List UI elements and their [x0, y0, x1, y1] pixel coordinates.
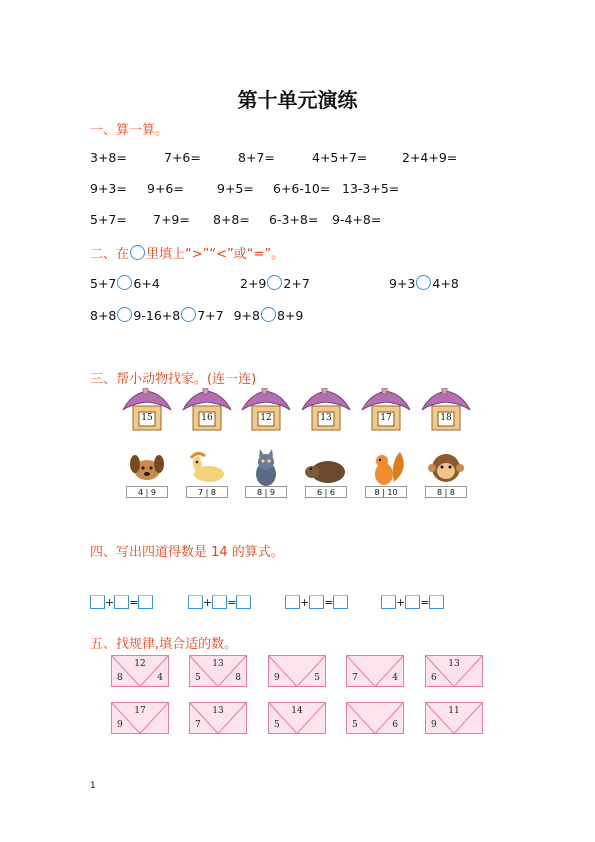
- blank-circle-icon: [130, 245, 145, 260]
- equation: 3+8=: [90, 150, 127, 165]
- envelope-top: 11: [448, 706, 460, 716]
- compare-item: [389, 275, 459, 291]
- envelope-top: 13: [212, 706, 224, 716]
- formula-blank: [285, 595, 348, 609]
- house-icon[interactable]: [181, 388, 233, 432]
- formula-blank: [90, 595, 153, 609]
- animal-tag: 7 | 8: [186, 486, 228, 498]
- animal-tag: 4 | 9: [126, 486, 168, 498]
- number-envelope[interactable]: [346, 702, 404, 734]
- animal-card[interactable]: [300, 448, 352, 498]
- answer-box[interactable]: [381, 595, 396, 609]
- equals-sign: =: [324, 596, 334, 609]
- house-number: 12: [260, 413, 272, 423]
- equals-sign: =: [227, 596, 237, 609]
- number-envelope[interactable]: [189, 702, 247, 734]
- number-envelope[interactable]: [268, 702, 326, 734]
- envelope-top: 13: [212, 659, 224, 669]
- house-icon[interactable]: [420, 388, 472, 432]
- compare-circle[interactable]: [117, 307, 132, 322]
- page-number: 1: [90, 781, 96, 791]
- envelope-right: 4: [392, 673, 398, 683]
- plus-sign: +: [203, 596, 213, 609]
- equation: 8+8=: [213, 212, 250, 227]
- animal-tag: 8 | 10: [365, 486, 407, 498]
- compare-row: [90, 307, 303, 323]
- section-1-heading: 一、算一算。: [90, 123, 169, 138]
- page-title: 第十单元演练: [237, 88, 358, 112]
- cat-icon: [240, 448, 292, 486]
- equation: 9+6=: [147, 181, 184, 196]
- number-envelope[interactable]: [425, 702, 483, 734]
- animal-card[interactable]: [240, 448, 292, 498]
- equation: 6+6-10=: [273, 181, 331, 196]
- envelope-right: 4: [157, 673, 163, 683]
- section-2-heading: [90, 243, 284, 262]
- envelope-left: 5: [352, 720, 358, 730]
- animal-card[interactable]: [181, 448, 233, 498]
- envelope-top: 17: [134, 706, 146, 716]
- envelope-left: 9: [431, 720, 437, 730]
- compare-right: 7+7: [197, 308, 224, 323]
- compare-left: 6+8: [153, 308, 181, 323]
- animal-tag: 8 | 9: [245, 486, 287, 498]
- answer-box[interactable]: [429, 595, 444, 609]
- equation: 5+7=: [90, 212, 127, 227]
- plus-sign: +: [300, 596, 310, 609]
- section-5-heading: 五、找规律,填合适的数。: [90, 637, 238, 652]
- plus-sign: +: [396, 596, 406, 609]
- animal-card[interactable]: [420, 448, 472, 498]
- compare-circle[interactable]: [181, 307, 196, 322]
- equals-sign: =: [420, 596, 430, 609]
- answer-box[interactable]: [236, 595, 251, 609]
- envelope-left: 9: [274, 673, 280, 683]
- equation: 9+3=: [90, 181, 127, 196]
- plus-sign: +: [105, 596, 115, 609]
- answer-box[interactable]: [333, 595, 348, 609]
- compare-right: 4+8: [432, 276, 459, 291]
- envelope-left: 9: [117, 720, 123, 730]
- compare-circle[interactable]: [267, 275, 282, 290]
- equation: 9-4+8=: [332, 212, 382, 227]
- answer-box[interactable]: [188, 595, 203, 609]
- compare-left: 5+7: [90, 276, 117, 291]
- section-4-heading: 四、写出四道得数是 14 的算式。: [90, 545, 284, 560]
- envelope-left: 8: [117, 673, 123, 683]
- house-number: 16: [201, 413, 213, 423]
- envelope-right: 8: [235, 673, 241, 683]
- equation: 4+5+7=: [312, 150, 368, 165]
- equals-sign: =: [129, 596, 139, 609]
- answer-box[interactable]: [405, 595, 420, 609]
- compare-item: [240, 275, 310, 291]
- formula-blank: [381, 595, 444, 609]
- envelope-right: 5: [314, 673, 320, 683]
- answer-box[interactable]: [285, 595, 300, 609]
- envelope-left: 5: [195, 673, 201, 683]
- equation: 9+5=: [217, 181, 254, 196]
- compare-right: 9-1: [133, 308, 154, 323]
- number-envelope[interactable]: [189, 655, 247, 687]
- animal-card[interactable]: [121, 448, 173, 498]
- equation: 6-3+8=: [269, 212, 319, 227]
- house-icon[interactable]: [360, 388, 412, 432]
- envelope-top: 14: [291, 706, 303, 716]
- compare-left: 2+9: [240, 276, 267, 291]
- answer-box[interactable]: [114, 595, 129, 609]
- compare-circle[interactable]: [261, 307, 276, 322]
- compare-circle[interactable]: [416, 275, 431, 290]
- compare-right: 8+9: [276, 308, 304, 323]
- compare-right: 6+4: [133, 276, 160, 291]
- equation: 7+9=: [153, 212, 190, 227]
- equation: 8+7=: [238, 150, 275, 165]
- number-envelope[interactable]: [425, 655, 483, 687]
- envelope-right: 6: [392, 720, 398, 730]
- compare-left: 9+3: [389, 276, 416, 291]
- compare-item: [90, 275, 160, 291]
- equation: 2+4+9=: [402, 150, 458, 165]
- house-number: 17: [380, 413, 392, 423]
- number-envelope[interactable]: [111, 655, 169, 687]
- house-icon[interactable]: [240, 388, 292, 432]
- animal-tag: 6 | 6: [305, 486, 347, 498]
- compare-right: 2+7: [283, 276, 310, 291]
- house-number: 15: [141, 413, 153, 423]
- number-envelope[interactable]: [268, 655, 326, 687]
- compare-left: 8+8: [90, 308, 117, 323]
- equation: 13-3+5=: [342, 181, 400, 196]
- house-number: 18: [440, 413, 452, 423]
- formula-blank: [188, 595, 251, 609]
- compare-left: 9+8: [233, 308, 260, 323]
- dog-icon: [121, 448, 173, 486]
- house-icon[interactable]: [121, 388, 173, 432]
- envelope-left: 7: [352, 673, 358, 683]
- number-envelope[interactable]: [111, 702, 169, 734]
- compare-circle[interactable]: [117, 275, 132, 290]
- house-icon[interactable]: [300, 388, 352, 432]
- heading-text: 二、在: [90, 247, 130, 262]
- answer-box[interactable]: [309, 595, 324, 609]
- answer-box[interactable]: [138, 595, 153, 609]
- animal-card[interactable]: [360, 448, 412, 498]
- section-3-heading: 三、帮小动物找家。(连一连): [90, 372, 257, 387]
- boar-icon: [300, 448, 352, 486]
- squirrel-icon: [360, 448, 412, 486]
- envelope-left: 7: [195, 720, 201, 730]
- envelope-left: 5: [274, 720, 280, 730]
- envelope-top: 12: [134, 659, 146, 669]
- answer-box[interactable]: [90, 595, 105, 609]
- monkey-icon: [420, 448, 472, 486]
- equation: 7+6=: [164, 150, 201, 165]
- answer-box[interactable]: [212, 595, 227, 609]
- envelope-top: 13: [448, 659, 460, 669]
- house-number: 13: [320, 413, 332, 423]
- heading-text: 里填上“>”“<”或“=”。: [146, 247, 285, 262]
- animal-tag: 8 | 8: [425, 486, 467, 498]
- envelope-left: 6: [431, 673, 437, 683]
- pony-icon: [181, 448, 233, 486]
- number-envelope[interactable]: [346, 655, 404, 687]
